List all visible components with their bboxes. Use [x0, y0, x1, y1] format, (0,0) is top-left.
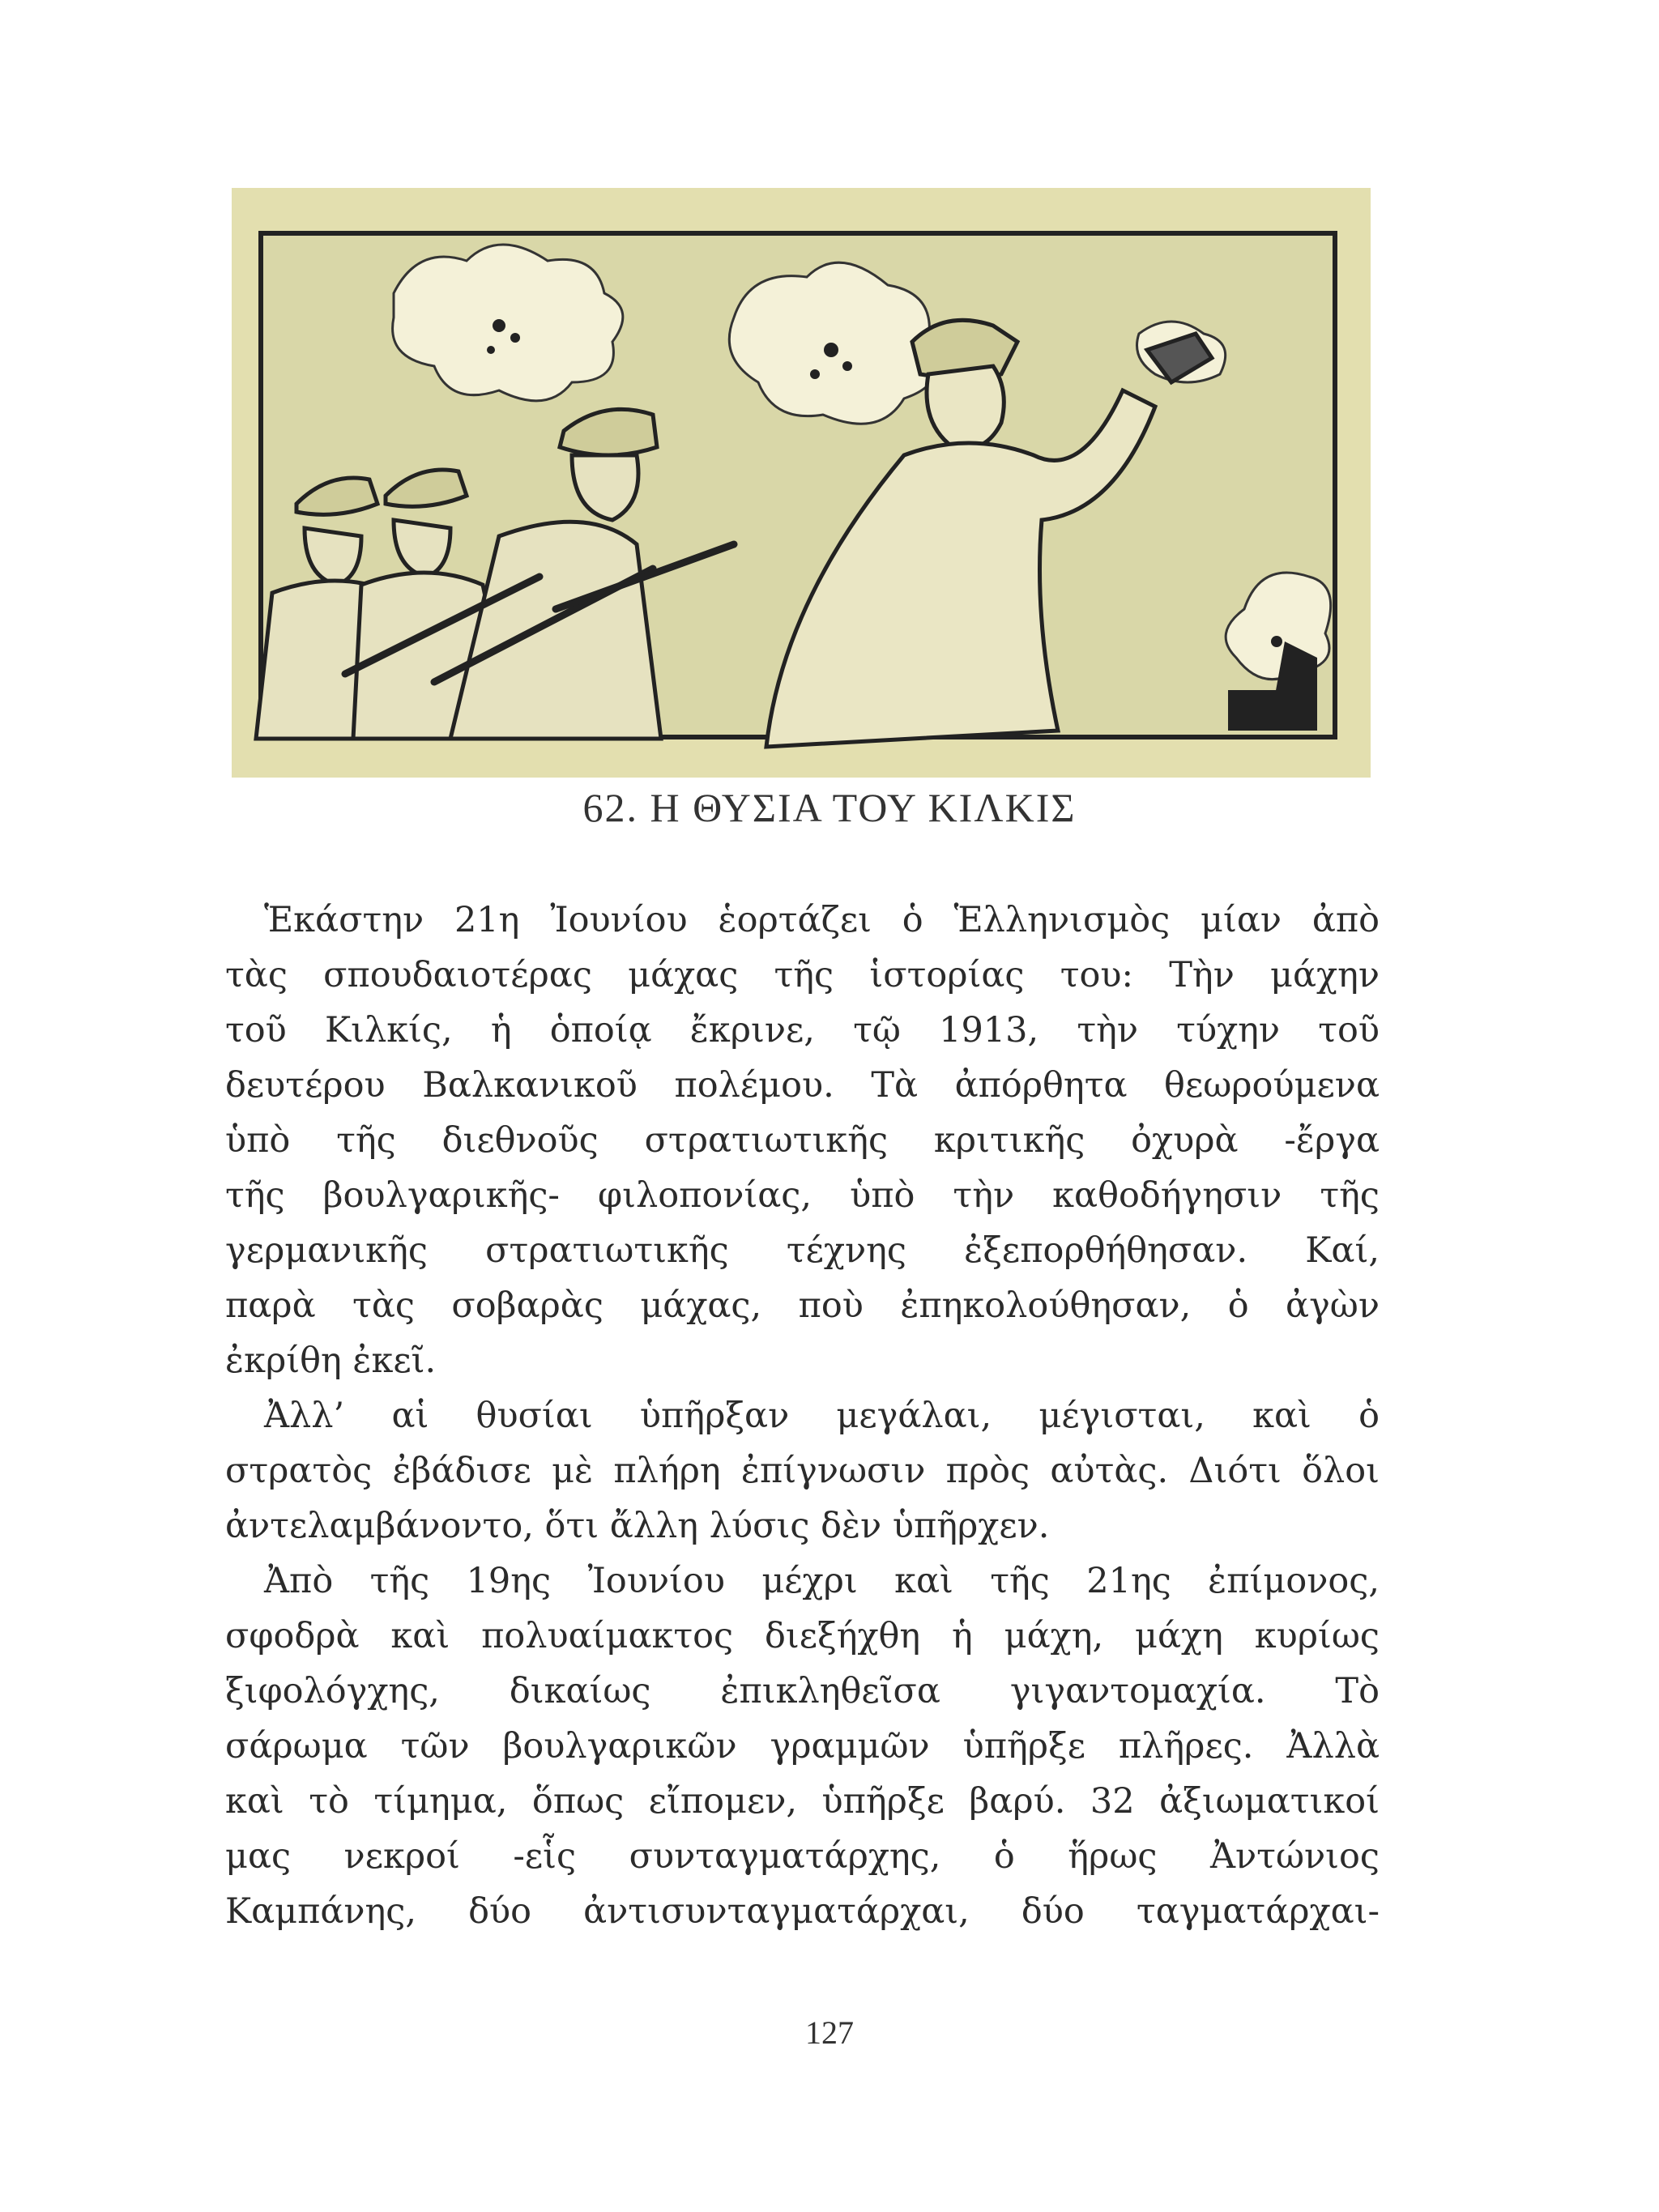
text-line: τῆς βουλγαρικῆς- φιλοπονίας, ὑπὸ τὴν καθοδήγησιν τῆς — [225, 1175, 1380, 1216]
paragraph-1 — [225, 893, 1380, 1388]
text-line: ἀντελαμβάνοντο, ὅτι ἄλλη λύσις δὲν ὑπῆρχεν. — [225, 1506, 1050, 1546]
text-line: τοῦ Κιλκίς, ἡ ὁποίᾳ ἔκρινε, τῷ 1913, τὴν τύχην τοῦ — [225, 1010, 1380, 1051]
text-line: ἐκρίθη ἐκεῖ. — [225, 1340, 437, 1381]
text-line: γερμανικῆς στρατιωτικῆς τέχνης ἐξεπορθήθησαν. Καί, — [225, 1230, 1380, 1271]
text-line: σάρωμα τῶν βουλγαρικῶν γραμμῶν ὑπῆρξε πλῆρες. Ἀλλὰ — [225, 1726, 1380, 1767]
text-line: στρατὸς ἐβάδισε μὲ πλήρη ἐπίγνωσιν πρὸς αὐτὰς. Διότι ὅλοι — [225, 1451, 1380, 1491]
battle-scene-illustration-icon — [232, 188, 1371, 778]
text-line: Ἀλλ’ αἱ θυσίαι ὑπῆρξαν μεγάλαι, μέγισται, καὶ ὁ — [264, 1396, 1380, 1436]
text-line: παρὰ τὰς σοβαρὰς μάχας, ποὺ ἐπηκολούθησαν, ὁ ἀγὼν — [225, 1285, 1380, 1326]
chapter-caption: 62. Η ΘΥΣΙΑ ΤΟΥ ΚΙΛΚΙΣ — [582, 785, 1077, 830]
text-line: ξιφολόγχης, δικαίως ἐπικληθεῖσα γιγαντομαχία. Τὸ — [225, 1671, 1380, 1711]
text-line: σφοδρὰ καὶ πολυαίμακτος διεξήχθη ἡ μάχη, μάχη κυρίως — [225, 1616, 1380, 1656]
text-line: Καμπάνης, δύο ἀντισυνταγματάρχαι, δύο ταγματάρχαι- — [225, 1891, 1380, 1932]
text-line: μας νεκροί -εἷς συνταγματάρχης, ὁ ἥρως Ἀντώνιος — [225, 1836, 1380, 1877]
paragraph-2 — [225, 1388, 1380, 1554]
text-line: δευτέρου Βαλκανικοῦ πολέμου. Τὰ ἀπόρθητα θεωρούμενα — [225, 1065, 1380, 1106]
body-text — [225, 893, 1380, 1939]
text-line: Ἑκάστην 21η Ἰουνίου ἑορτάζει ὁ Ἑλληνισμὸς μίαν ἀπὸ — [264, 900, 1380, 940]
text-line: Ἀπὸ τῆς 19ης Ἰουνίου μέχρι καὶ τῆς 21ης ἐπίμονος, — [264, 1561, 1380, 1601]
text-line: καὶ τὸ τίμημα, ὅπως εἴπομεν, ὑπῆρξε βαρύ. 32 ἀξιωματικοί — [225, 1781, 1380, 1822]
paragraph-3 — [225, 1554, 1380, 1939]
battle-illustration — [232, 188, 1371, 778]
page-number: 127 — [805, 2014, 854, 2051]
text-line: τὰς σπουδαιοτέρας μάχας τῆς ἱστορίας του: Τὴν μάχην — [225, 955, 1380, 995]
text-line: ὑπὸ τῆς διεθνοῦς στρατιωτικῆς κριτικῆς ὀχυρὰ -ἔργα — [225, 1120, 1380, 1161]
